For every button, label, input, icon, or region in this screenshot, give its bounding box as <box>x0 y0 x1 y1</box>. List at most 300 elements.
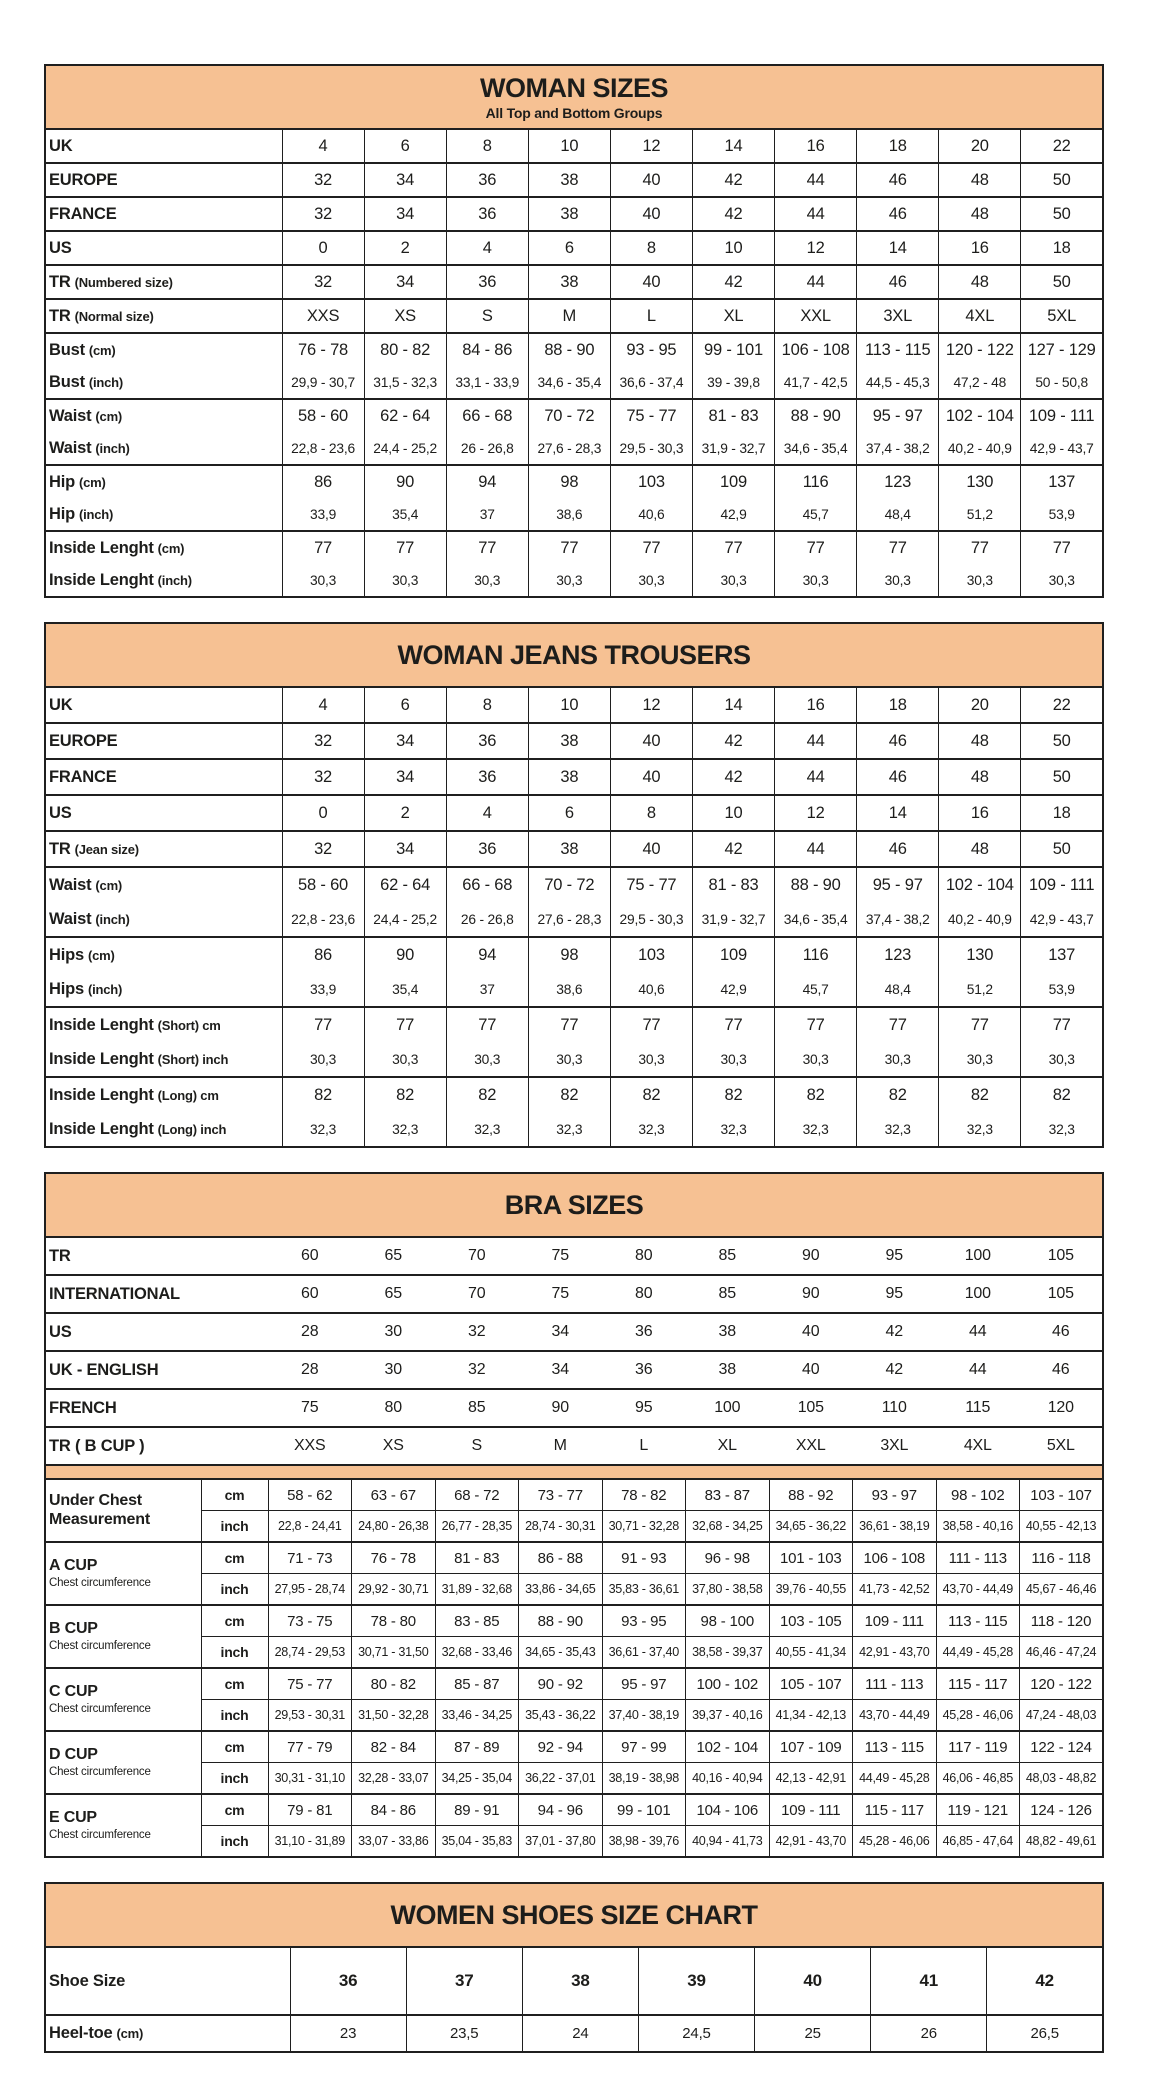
size-value: 100 - 102 <box>686 1668 770 1700</box>
size-value: 105 - 107 <box>769 1668 853 1700</box>
size-value: 42 <box>853 1351 937 1389</box>
row-label-main: TR <box>49 272 71 291</box>
size-value: 93 - 95 <box>610 333 692 366</box>
size-value: 30 <box>352 1351 436 1389</box>
size-value: 32,68 - 34,25 <box>686 1511 770 1543</box>
row-label <box>45 163 282 197</box>
table-row <box>45 723 1103 759</box>
size-value: 14 <box>692 129 774 163</box>
size-value: 45,7 <box>775 498 857 531</box>
size-value: 16 <box>939 231 1021 265</box>
size-value: 32,3 <box>692 1112 774 1147</box>
size-value: 94 <box>446 465 528 498</box>
size-value: 99 - 101 <box>602 1794 686 1826</box>
size-value: 30,71 - 31,50 <box>352 1637 436 1669</box>
row-label-main: Hips <box>49 945 84 964</box>
size-value: M <box>519 1427 603 1465</box>
size-value: 32 <box>282 831 364 867</box>
size-value: 109 <box>692 937 774 972</box>
row-label <box>45 1237 268 1275</box>
size-value: 37 <box>406 1947 522 2015</box>
size-value: 111 - 113 <box>853 1668 937 1700</box>
table-row <box>45 1479 1103 1511</box>
row-label <box>45 1275 268 1313</box>
size-value: 86 <box>282 465 364 498</box>
size-value: 38,6 <box>528 498 610 531</box>
size-value: 62 - 64 <box>364 867 446 902</box>
row-label-main: Inside Lenght <box>49 570 154 589</box>
size-value: 63 - 67 <box>352 1479 436 1511</box>
size-value: 77 <box>857 531 939 564</box>
size-value: M <box>528 299 610 333</box>
size-value: 120 - 122 <box>1020 1668 1104 1700</box>
row-label <box>45 1351 268 1389</box>
size-value: 41,73 - 42,52 <box>853 1574 937 1606</box>
table-row <box>45 831 1103 867</box>
cup-row-label <box>45 1542 201 1605</box>
size-value: 70 <box>435 1237 519 1275</box>
size-value: 32,3 <box>364 1112 446 1147</box>
row-label-sub: (Numbered size) <box>74 274 173 290</box>
size-value: 36 <box>446 163 528 197</box>
table-row <box>45 1389 1103 1427</box>
size-value: 77 <box>528 531 610 564</box>
row-label <box>45 399 282 432</box>
size-value: 34,6 - 35,4 <box>528 366 610 399</box>
size-value: 82 <box>364 1077 446 1112</box>
size-value: 75 - 77 <box>610 867 692 902</box>
size-value: 40 <box>755 1947 871 2015</box>
size-value: 95 <box>853 1275 937 1313</box>
size-value: 109 - 111 <box>1021 399 1103 432</box>
size-value: 50 <box>1021 265 1103 299</box>
size-value: 48 <box>939 265 1021 299</box>
size-value: 51,2 <box>939 972 1021 1007</box>
size-value: 95 - 97 <box>602 1668 686 1700</box>
table-row <box>45 432 1103 465</box>
table-row <box>45 1313 1103 1351</box>
size-value: 30,3 <box>528 564 610 597</box>
table-row <box>45 531 1103 564</box>
row-label <box>45 723 282 759</box>
table-row <box>45 265 1103 299</box>
size-value: 137 <box>1021 465 1103 498</box>
row-label <box>45 129 282 163</box>
size-value: XXS <box>268 1427 352 1465</box>
size-value: 66 - 68 <box>446 867 528 902</box>
size-value: L <box>602 1427 686 1465</box>
size-value: 34 <box>364 265 446 299</box>
size-value: 68 - 72 <box>435 1479 519 1511</box>
size-value: 48,4 <box>857 498 939 531</box>
size-value: 35,4 <box>364 498 446 531</box>
size-value: 42,9 <box>692 972 774 1007</box>
row-label <box>45 1389 268 1427</box>
table-row <box>45 1542 1103 1574</box>
row-label-sub: (Long) cm <box>157 1087 219 1103</box>
size-value: 36 <box>446 759 528 795</box>
row-label <box>45 1112 282 1147</box>
size-value: 77 <box>610 1007 692 1042</box>
size-value: 39,37 - 40,16 <box>686 1700 770 1732</box>
row-label-sub: Chest circumference <box>49 1639 151 1652</box>
size-value: 60 <box>268 1237 352 1275</box>
size-value: 120 <box>1020 1389 1104 1427</box>
size-value: 44 <box>775 831 857 867</box>
size-value: 43,70 - 44,49 <box>936 1574 1020 1606</box>
size-value: 77 <box>446 1007 528 1042</box>
size-value: 24 <box>522 2015 638 2052</box>
row-label-main: TR <box>49 1246 71 1265</box>
size-value: 31,5 - 32,3 <box>364 366 446 399</box>
size-value: 34,65 - 35,43 <box>519 1637 603 1669</box>
size-value: 50 <box>1021 759 1103 795</box>
size-value: 77 <box>939 531 1021 564</box>
size-value: 24,5 <box>638 2015 754 2052</box>
size-value: 8 <box>446 687 528 723</box>
size-value: 120 - 122 <box>939 333 1021 366</box>
size-value: 137 <box>1021 937 1103 972</box>
row-label <box>45 1042 282 1077</box>
table-row <box>45 498 1103 531</box>
size-value: 32,3 <box>775 1112 857 1147</box>
size-value: 40,55 - 41,34 <box>769 1637 853 1669</box>
size-value: 46 <box>857 723 939 759</box>
size-value: 10 <box>528 129 610 163</box>
size-value: 30,3 <box>692 564 774 597</box>
size-value: 42,91 - 43,70 <box>769 1826 853 1858</box>
size-value: 24,80 - 26,38 <box>352 1511 436 1543</box>
row-label-sub: (Short) cm <box>157 1017 221 1033</box>
women-shoes-size-chart-table <box>44 1882 1104 2053</box>
size-value: 32 <box>282 265 364 299</box>
row-label-sub: Chest circumference <box>49 1576 151 1589</box>
row-label-sub: (cm) <box>116 2026 144 2041</box>
size-value: 37 <box>446 972 528 1007</box>
size-value: 42 <box>692 723 774 759</box>
size-value: 100 <box>936 1275 1020 1313</box>
size-value: 38 <box>686 1313 770 1351</box>
size-value: 29,9 - 30,7 <box>282 366 364 399</box>
size-value: 26,5 <box>987 2015 1103 2052</box>
size-value: 34,6 - 35,4 <box>775 902 857 937</box>
table-row <box>45 1605 1103 1637</box>
size-value: 102 - 104 <box>686 1731 770 1763</box>
row-label-main: TR ( B CUP ) <box>49 1436 145 1455</box>
size-value: 34 <box>364 759 446 795</box>
size-value: 95 <box>853 1237 937 1275</box>
table-row <box>45 1731 1103 1763</box>
size-value: 46 <box>1020 1313 1104 1351</box>
size-value: 40 <box>769 1351 853 1389</box>
size-value: 117 - 119 <box>936 1731 1020 1763</box>
row-label-main: UK <box>49 136 73 155</box>
size-value: 14 <box>692 687 774 723</box>
size-value: 89 - 91 <box>435 1794 519 1826</box>
size-value: 70 - 72 <box>528 867 610 902</box>
row-label-main: EUROPE <box>49 170 118 189</box>
table-header <box>45 65 1103 129</box>
size-value: 33,1 - 33,9 <box>446 366 528 399</box>
size-value: 18 <box>857 687 939 723</box>
size-value: 50 - 50,8 <box>1021 366 1103 399</box>
size-value: 98 - 100 <box>686 1605 770 1637</box>
size-value: 27,95 - 28,74 <box>268 1574 352 1606</box>
size-value: 36 <box>446 831 528 867</box>
size-value: 16 <box>775 687 857 723</box>
table-row <box>45 1668 1103 1700</box>
size-value: 4 <box>282 129 364 163</box>
size-value: XL <box>692 299 774 333</box>
size-value: 41,7 - 42,5 <box>775 366 857 399</box>
size-value: 22,8 - 23,6 <box>282 432 364 465</box>
size-value: 5XL <box>1021 299 1103 333</box>
size-value: 42,9 - 43,7 <box>1021 902 1103 937</box>
size-value: 42 <box>853 1313 937 1351</box>
table-row <box>45 759 1103 795</box>
size-value: 85 <box>435 1389 519 1427</box>
size-value: 34 <box>519 1313 603 1351</box>
size-value: 83 - 87 <box>686 1479 770 1511</box>
size-value: 119 - 121 <box>936 1794 1020 1826</box>
table-title: WOMAN SIZES <box>480 73 668 103</box>
size-value: S <box>446 299 528 333</box>
size-value: 42 <box>692 197 774 231</box>
size-value: 27,6 - 28,3 <box>528 432 610 465</box>
size-value: 88 - 90 <box>519 1605 603 1637</box>
row-label-main: Hips <box>49 979 84 998</box>
row-label <box>45 366 282 399</box>
table-title: WOMEN SHOES SIZE CHART <box>390 1899 758 1930</box>
row-label-main: TR <box>49 306 71 325</box>
size-value: 44 <box>775 759 857 795</box>
size-value: 70 <box>435 1275 519 1313</box>
size-value: 30,3 <box>775 1042 857 1077</box>
size-value: 14 <box>857 795 939 831</box>
table-header <box>45 623 1103 687</box>
size-value: 110 <box>853 1389 937 1427</box>
size-value: XS <box>352 1427 436 1465</box>
size-value: 42,91 - 43,70 <box>853 1637 937 1669</box>
bra-sizes-table <box>44 1172 1104 1858</box>
size-value: 42,13 - 42,91 <box>769 1763 853 1795</box>
size-value: XL <box>686 1427 770 1465</box>
size-value: 60 <box>268 1275 352 1313</box>
size-value: 42 <box>987 1947 1103 2015</box>
size-value: 88 - 90 <box>775 867 857 902</box>
size-value: 48 <box>939 759 1021 795</box>
size-value: 36,22 - 37,01 <box>519 1763 603 1795</box>
size-value: 36,61 - 38,19 <box>853 1511 937 1543</box>
size-value: 35,4 <box>364 972 446 1007</box>
size-value: 53,9 <box>1021 498 1103 531</box>
row-label-main: B CUP <box>49 1620 98 1638</box>
size-value: 51,2 <box>939 498 1021 531</box>
size-value: 80 <box>602 1237 686 1275</box>
size-value: 38 <box>528 759 610 795</box>
size-value: 30,3 <box>282 1042 364 1077</box>
size-value: 37 <box>446 498 528 531</box>
size-value: 42 <box>692 163 774 197</box>
size-value: 109 - 111 <box>769 1794 853 1826</box>
size-value: 86 <box>282 937 364 972</box>
row-label-sub: (inch) <box>87 981 123 997</box>
size-value: 29,92 - 30,71 <box>352 1574 436 1606</box>
size-value: 77 - 79 <box>268 1731 352 1763</box>
size-value: 45,28 - 46,06 <box>853 1826 937 1858</box>
row-label-main: Inside Lenght <box>49 1049 154 1068</box>
size-value: 16 <box>775 129 857 163</box>
row-label-main: FRENCH <box>49 1398 117 1417</box>
size-value: 44,49 - 45,28 <box>936 1637 1020 1669</box>
size-value: 14 <box>857 231 939 265</box>
size-value: 23 <box>290 2015 406 2052</box>
size-value: 90 - 92 <box>519 1668 603 1700</box>
size-value: 41 <box>871 1947 987 2015</box>
size-value: 4 <box>446 795 528 831</box>
size-value: 30,3 <box>1021 564 1103 597</box>
size-value: 30,3 <box>939 1042 1021 1077</box>
size-value: 98 <box>528 937 610 972</box>
size-value: 38 <box>528 723 610 759</box>
row-label-main: TR <box>49 839 71 858</box>
size-value: 53,9 <box>1021 972 1103 1007</box>
size-value: 26,77 - 28,35 <box>435 1511 519 1543</box>
size-value: 30,3 <box>775 564 857 597</box>
size-value: 40,16 - 40,94 <box>686 1763 770 1795</box>
size-value: 82 <box>775 1077 857 1112</box>
size-value: 82 <box>610 1077 692 1112</box>
size-value: 10 <box>528 687 610 723</box>
size-value: 6 <box>528 795 610 831</box>
table-row <box>45 1794 1103 1826</box>
size-value: 90 <box>364 465 446 498</box>
size-value: 48,82 - 49,61 <box>1020 1826 1104 1858</box>
size-value: 127 - 129 <box>1021 333 1103 366</box>
size-value: 93 - 97 <box>853 1479 937 1511</box>
size-value: 38,6 <box>528 972 610 1007</box>
table-row <box>45 197 1103 231</box>
size-value: 32 <box>282 759 364 795</box>
row-label <box>45 937 282 972</box>
size-value: 20 <box>939 129 1021 163</box>
table-header-row <box>45 623 1103 687</box>
size-value: 34,25 - 35,04 <box>435 1763 519 1795</box>
size-value: 46,46 - 47,24 <box>1020 1637 1104 1669</box>
row-label-main: Shoe Size <box>49 1971 126 1990</box>
unit-label: inch <box>201 1700 268 1732</box>
size-value: 23,5 <box>406 2015 522 2052</box>
size-value: 33,9 <box>282 972 364 1007</box>
size-value: 2 <box>364 795 446 831</box>
size-value: 16 <box>939 795 1021 831</box>
woman-jeans-trousers-table <box>44 622 1104 1148</box>
row-label-main: Waist <box>49 875 92 894</box>
size-value: 116 - 118 <box>1020 1542 1104 1574</box>
row-label <box>45 687 282 723</box>
size-value: 103 - 107 <box>1020 1479 1104 1511</box>
size-value: 46,85 - 47,64 <box>936 1826 1020 1858</box>
row-label <box>45 795 282 831</box>
size-value: 93 - 95 <box>602 1605 686 1637</box>
size-value: 31,10 - 31,89 <box>268 1826 352 1858</box>
size-value: 32,3 <box>610 1112 692 1147</box>
size-value: 130 <box>939 937 1021 972</box>
size-value: 82 <box>692 1077 774 1112</box>
size-value: 44 <box>775 265 857 299</box>
size-value: 34 <box>364 831 446 867</box>
size-value: 28,74 - 30,31 <box>519 1511 603 1543</box>
size-value: 43,70 - 44,49 <box>853 1700 937 1732</box>
unit-label: cm <box>201 1605 268 1637</box>
size-value: 70 - 72 <box>528 399 610 432</box>
row-label <box>45 299 282 333</box>
size-value: 81 - 83 <box>692 399 774 432</box>
size-value: 91 - 93 <box>602 1542 686 1574</box>
row-label-main: US <box>49 803 72 822</box>
table-row <box>45 1427 1103 1465</box>
size-value: 5XL <box>1020 1427 1104 1465</box>
size-value: 18 <box>1021 231 1103 265</box>
size-value: 83 - 85 <box>435 1605 519 1637</box>
table-row <box>45 366 1103 399</box>
row-label <box>45 265 282 299</box>
table-row <box>45 1042 1103 1077</box>
size-value: 37,4 - 38,2 <box>857 902 939 937</box>
size-value: 40 <box>610 163 692 197</box>
size-value: 80 - 82 <box>364 333 446 366</box>
size-value: 80 <box>602 1275 686 1313</box>
row-label-sub: (cm) <box>95 877 123 893</box>
size-value: 75 <box>519 1275 603 1313</box>
size-value: 33,86 - 34,65 <box>519 1574 603 1606</box>
table-row <box>45 1237 1103 1275</box>
size-value: 8 <box>610 795 692 831</box>
row-label-main: UK - ENGLISH <box>49 1360 159 1379</box>
row-label <box>45 1007 282 1042</box>
size-value: 75 <box>268 1389 352 1427</box>
row-label <box>45 972 282 1007</box>
row-label <box>45 197 282 231</box>
unit-label: inch <box>201 1574 268 1606</box>
size-value: 29,53 - 30,31 <box>268 1700 352 1732</box>
row-label-main: Hip <box>49 472 75 491</box>
size-value: 92 - 94 <box>519 1731 603 1763</box>
row-label <box>45 231 282 265</box>
size-value: 105 <box>769 1389 853 1427</box>
cup-row-label <box>45 1731 201 1794</box>
size-value: 90 <box>519 1389 603 1427</box>
size-value: 36 <box>290 1947 406 2015</box>
unit-label: cm <box>201 1542 268 1574</box>
size-value: 39,76 - 40,55 <box>769 1574 853 1606</box>
size-value: 48 <box>939 163 1021 197</box>
size-value: 4 <box>446 231 528 265</box>
table-row <box>45 1826 1103 1858</box>
size-value: 38,58 - 40,16 <box>936 1511 1020 1543</box>
size-value: 28,74 - 29,53 <box>268 1637 352 1669</box>
size-value: 82 <box>446 1077 528 1112</box>
row-label-main: FRANCE <box>49 204 117 223</box>
size-value: 98 <box>528 465 610 498</box>
size-value: 48,03 - 48,82 <box>1020 1763 1104 1795</box>
row-label <box>45 432 282 465</box>
unit-label: cm <box>201 1668 268 1700</box>
size-value: 32 <box>435 1313 519 1351</box>
size-value: 71 - 73 <box>268 1542 352 1574</box>
size-value: 130 <box>939 465 1021 498</box>
table-subtitle: All Top and Bottom Groups <box>485 105 663 121</box>
